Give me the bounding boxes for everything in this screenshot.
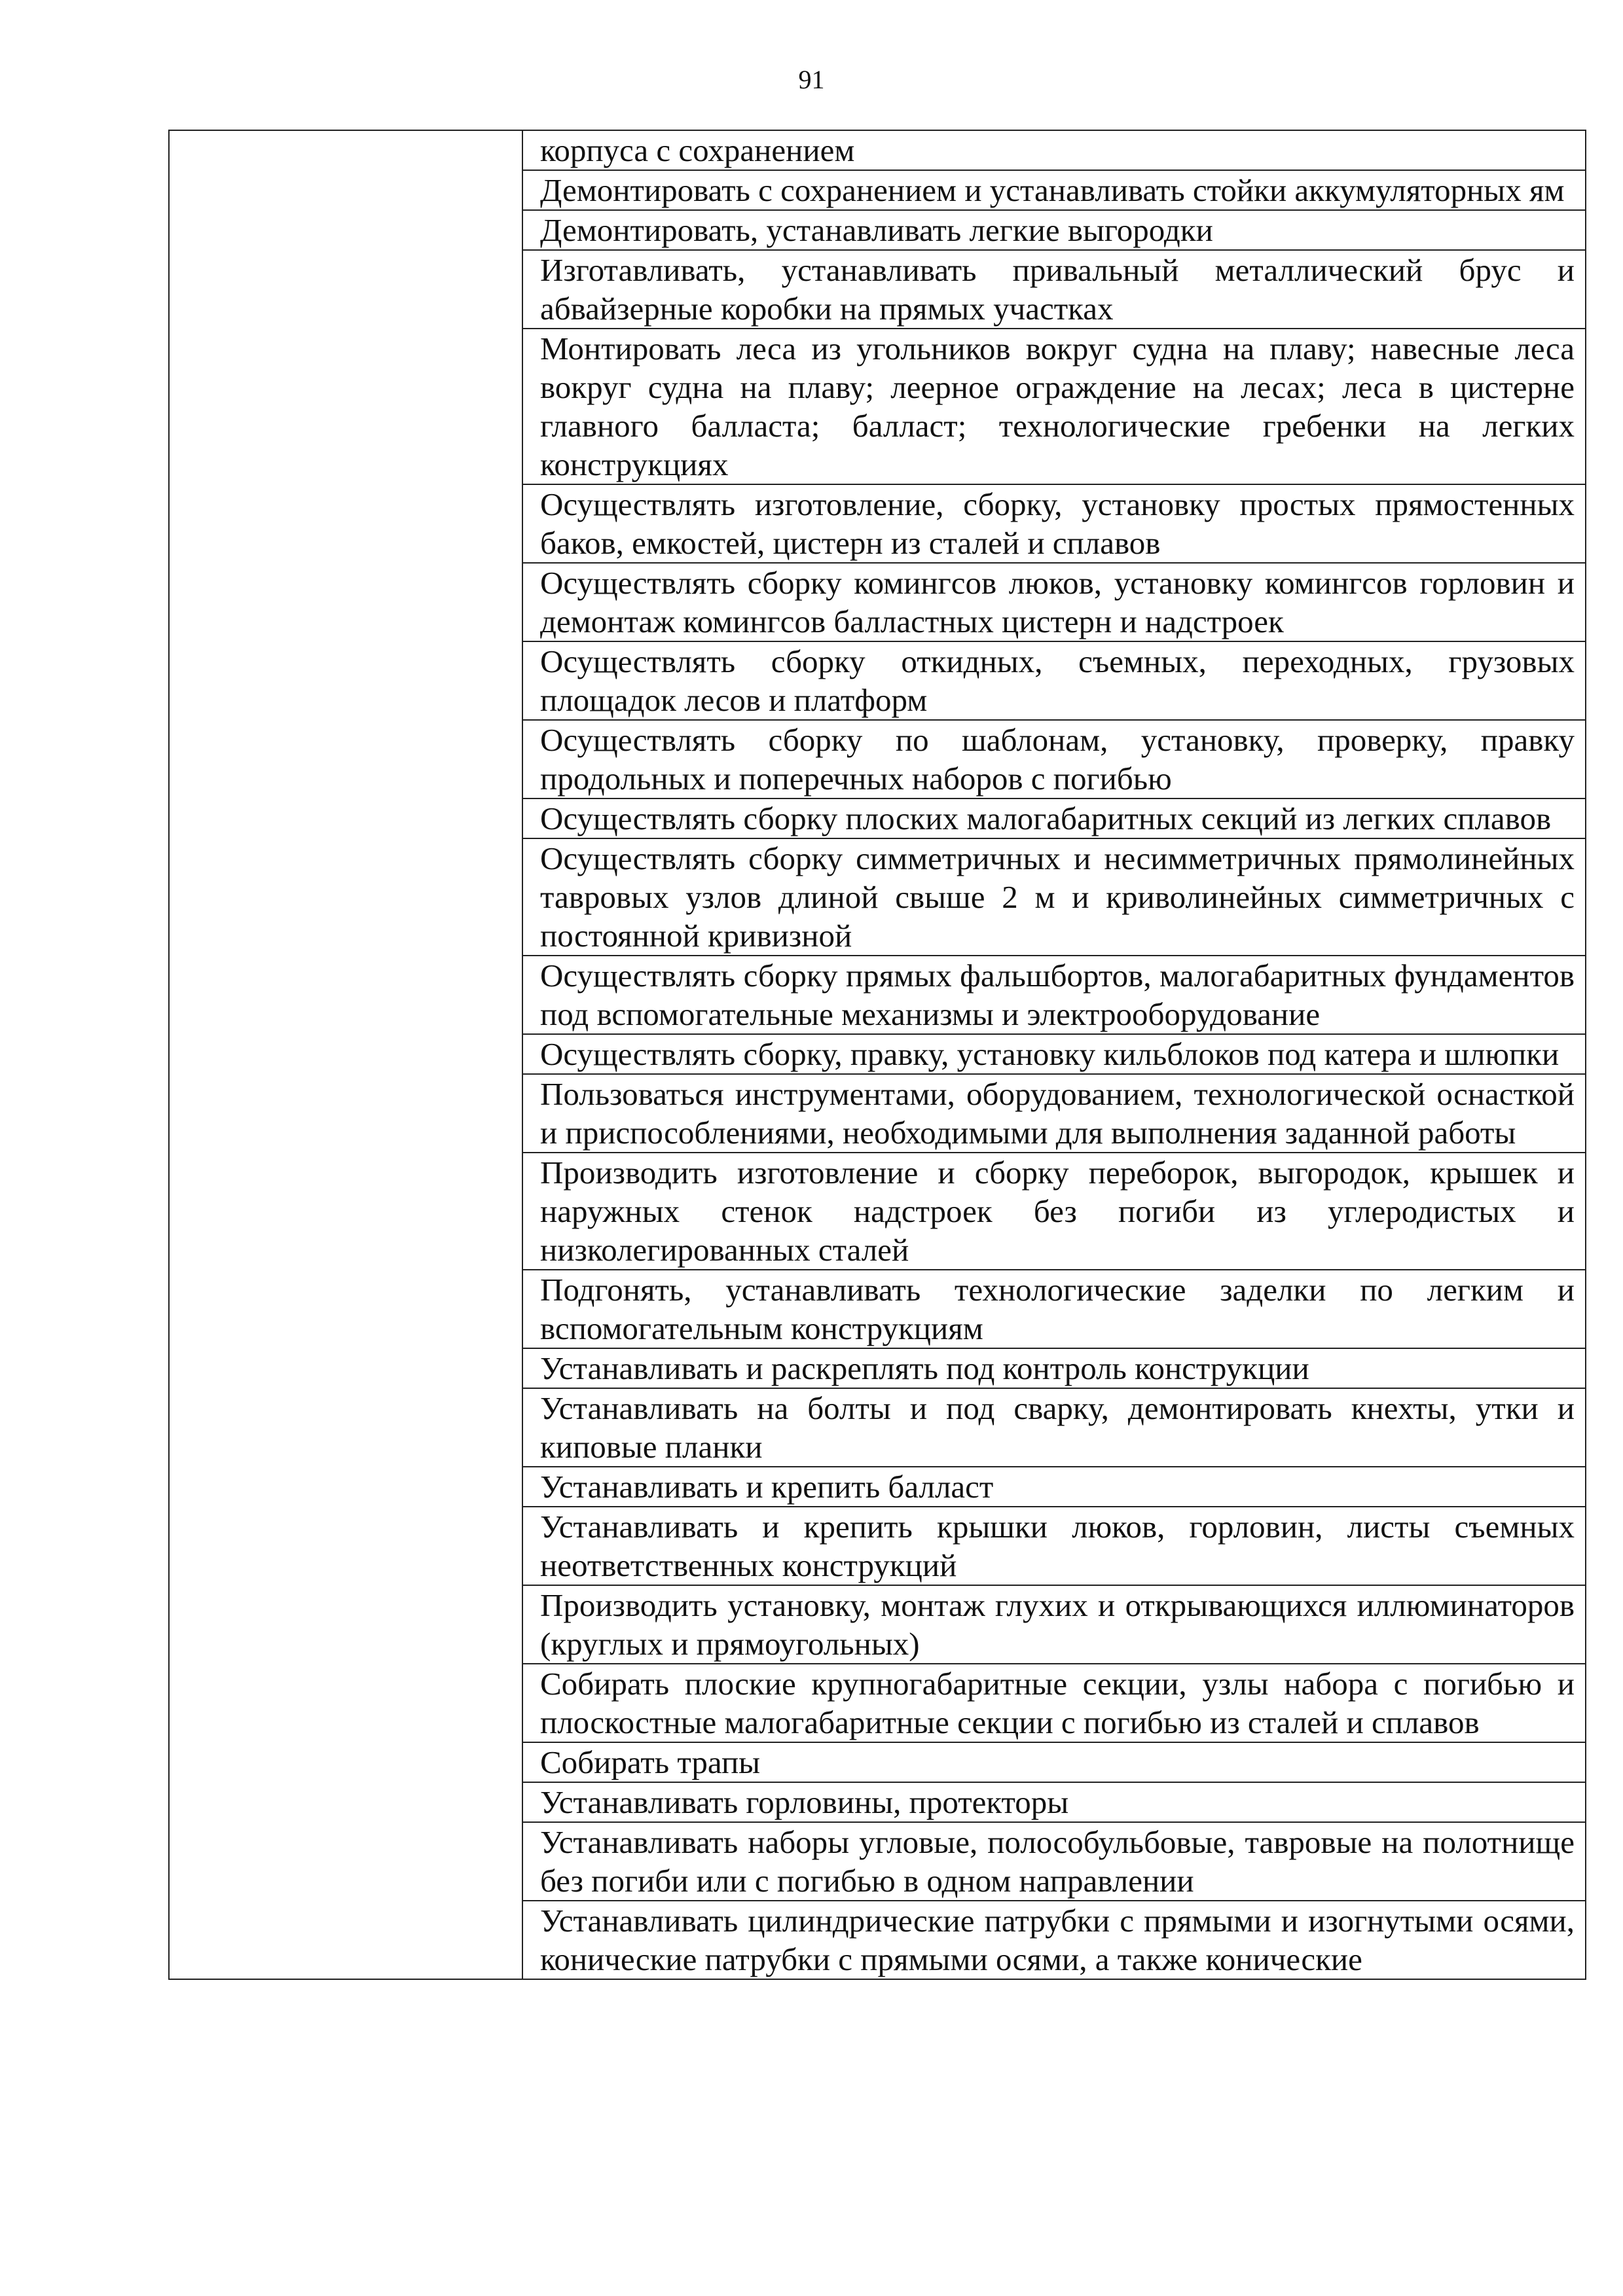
skill-text: Осуществлять сборку плоских малогабаритных секций из легких сплавов — [540, 800, 1552, 836]
skill-text: Осуществлять сборку, правку, установку кильблоков под катера и шлюпки — [540, 1036, 1559, 1072]
table-cell — [522, 1388, 1586, 1467]
table-cell — [522, 1348, 1586, 1388]
skill-text: Монтировать леса из угольников вокруг судна на плаву; навесные леса вокруг судна на плаву; леерное ограждение на лесах; леса в цистерне главного балласта; балласт; технологические гребенки на легких конструкциях — [540, 331, 1575, 482]
skill-text: Изготавливать, устанавливать привальный металлический брус и абвайзерные коробки на прямых участках — [540, 252, 1575, 327]
skill-text: Демонтировать с сохранением и устанавливать стойки аккумуляторных ям — [540, 172, 1565, 208]
skill-text: Осуществлять сборку откидных, съемных, переходных, грузовых площадок лесов и платформ — [540, 643, 1575, 718]
table-cell — [522, 1507, 1586, 1585]
table-cell — [522, 1742, 1586, 1782]
table-cell — [522, 1585, 1586, 1664]
skill-text: Устанавливать наборы угловые, полособульбовые, тавровые на полотнище без погиби или с погибью в одном направлении — [540, 1824, 1575, 1899]
skill-text: Устанавливать и крепить крышки люков, горловин, листы съемных неответственных конструкций — [540, 1509, 1575, 1583]
skill-text: Собирать плоские крупногабаритные секции, узлы набора с погибью и плоскостные малогабаритные секции с погибью из сталей и сплавов — [540, 1666, 1575, 1740]
table-cell — [522, 1664, 1586, 1742]
skill-text: Устанавливать на болты и под сварку, демонтировать кнехты, утки и киповые планки — [540, 1390, 1575, 1465]
table-cell — [522, 250, 1586, 329]
skill-text: Осуществлять сборку комингсов люков, установку комингсов горловин и демонтаж комингсов балластных цистерн и надстроек — [540, 565, 1575, 639]
skill-text: корпуса с сохранением — [540, 132, 855, 168]
table-cell — [522, 210, 1586, 250]
table-cell — [522, 563, 1586, 641]
skills-table — [168, 130, 1586, 1980]
table-cell — [522, 641, 1586, 720]
skill-text: Осуществлять изготовление, сборку, установку простых прямостенных баков, емкостей, цистерн из сталей и сплавов — [540, 486, 1575, 561]
skill-text: Собирать трапы — [540, 1744, 761, 1780]
table-cell — [522, 1270, 1586, 1348]
table-cell — [522, 130, 1586, 170]
skills-table-body — [169, 130, 1586, 1979]
table-cell — [522, 1034, 1586, 1074]
table-cell — [522, 484, 1586, 563]
table-cell — [522, 1153, 1586, 1270]
left-merged-cell — [169, 130, 522, 1979]
table-cell — [522, 720, 1586, 798]
skill-text: Устанавливать цилиндрические патрубки с прямыми и изогнутыми осями, конические патрубки с прямыми осями, а также конические — [540, 1903, 1575, 1977]
skill-text: Производить изготовление и сборку переборок, выгородок, крышек и наружных стенок надстроек без погиби из углеродистых и низколегированных сталей — [540, 1155, 1575, 1268]
skill-text: Устанавливать горловины, протекторы — [540, 1784, 1069, 1820]
table-row — [169, 130, 1586, 170]
skill-text: Устанавливать и раскреплять под контроль конструкции — [540, 1350, 1309, 1386]
skill-text: Осуществлять сборку по шаблонам, установку, проверку, правку продольных и поперечных наборов с погибью — [540, 722, 1575, 797]
skill-text: Устанавливать и крепить балласт — [540, 1469, 994, 1505]
skill-text: Демонтировать, устанавливать легкие выгородки — [540, 212, 1213, 248]
table-cell — [522, 1782, 1586, 1822]
table-cell — [522, 1901, 1586, 1979]
skill-text: Осуществлять сборку прямых фальшбортов, малогабаритных фундаментов под вспомогательные механизмы и электрооборудование — [540, 958, 1575, 1032]
skill-text: Подгонять, устанавливать технологические заделки по легким и вспомогательным конструкциям — [540, 1272, 1575, 1346]
skill-text: Осуществлять сборку симметричных и несимметричных прямолинейных тавровых узлов длиной свыше 2 м и криволинейных симметричных с постоянной кривизной — [540, 840, 1575, 954]
table-cell — [522, 798, 1586, 838]
table-cell — [522, 1467, 1586, 1507]
skill-text: Пользоваться инструментами, оборудованием, технологической оснасткой и приспособлениями, необходимыми для выполнения заданной работы — [540, 1076, 1575, 1151]
page-number: 91 — [798, 65, 825, 94]
table-cell — [522, 170, 1586, 210]
table-cell — [522, 956, 1586, 1034]
table-cell — [522, 329, 1586, 484]
table-cell — [522, 838, 1586, 956]
table-cell — [522, 1074, 1586, 1153]
table-cell — [522, 1822, 1586, 1901]
skill-text: Производить установку, монтаж глухих и открывающихся иллюминаторов (круглых и прямоугольных) — [540, 1587, 1575, 1662]
